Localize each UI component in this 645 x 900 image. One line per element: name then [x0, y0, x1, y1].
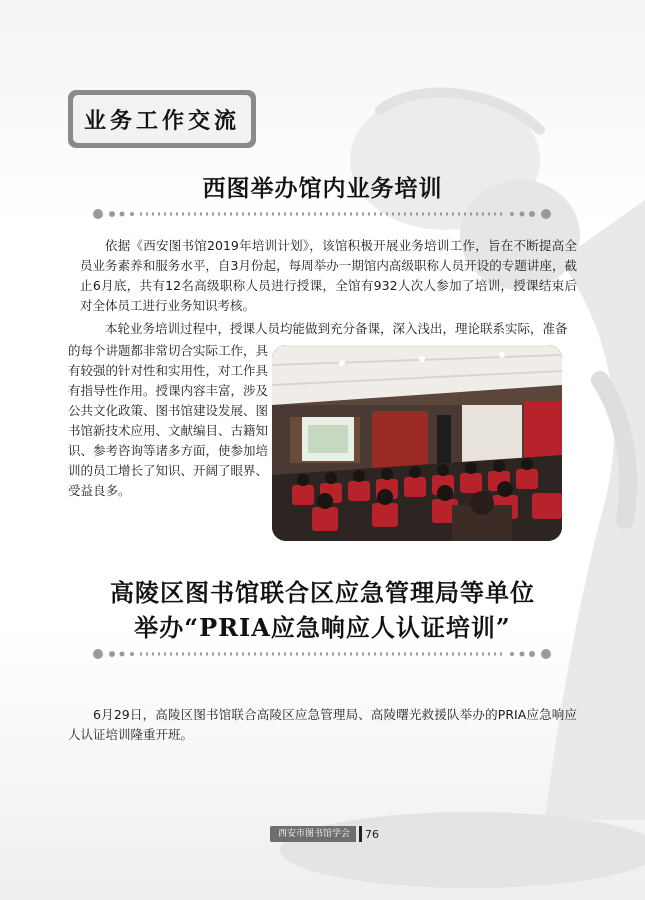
- article2-title-line2: 举办“PRIA应急响应人认证培训”: [134, 613, 511, 642]
- article1-title: 西图举办馆内业务培训: [202, 175, 443, 202]
- article2-paragraph1: 6月29日，高陵区图书馆联合高陵区应急管理局、高陵曙光救援队举办的PRIA应急响应人认证培训隆重开班。: [68, 707, 577, 742]
- footer-separator: [359, 826, 362, 842]
- training-lecture-photo: [272, 345, 562, 541]
- article1-paragraph2-rest: 的每个讲题都非常切合实际工作，具有较强的针对性和实用性，对工作具有指导性作用。授课内容丰富，涉及公共文化政策、图书馆建设发展、图书馆新技术应用、文献编目、古籍知识、参考咨询等诸多方面，使参加培训的员工增长了知识、开阔了眼界、受益良多。: [68, 343, 269, 498]
- page-footer: [270, 826, 379, 842]
- section-badge: [68, 90, 256, 148]
- page-number: 76: [365, 827, 380, 841]
- footer-publisher: 西安市图书馆学会: [270, 826, 356, 842]
- article2-title-line1: 高陵区图书馆联合区应急管理局等单位: [110, 578, 535, 607]
- section-label: 业务工作交流: [73, 95, 251, 143]
- title-dot-divider: [92, 646, 552, 662]
- title-dot-divider: [92, 206, 552, 222]
- article1-paragraph1: 依据《西安图书馆2019年培训计划》，该馆积极开展业务培训工作，旨在不断提高全员业务素养和服务水平，自3月份起，每周举办一期馆内高级职称人员开设的专题讲座，截止6月底，共有12名高级职称人员进行授课，全馆有932人次人参加了培训，授课结束后对全体员工进行业务知识考核。: [80, 238, 577, 313]
- article1-paragraph2-first-line: 本轮业务培训过程中，授课人员均能做到充分备课，深入浅出，理论联系实际，准备: [105, 321, 568, 336]
